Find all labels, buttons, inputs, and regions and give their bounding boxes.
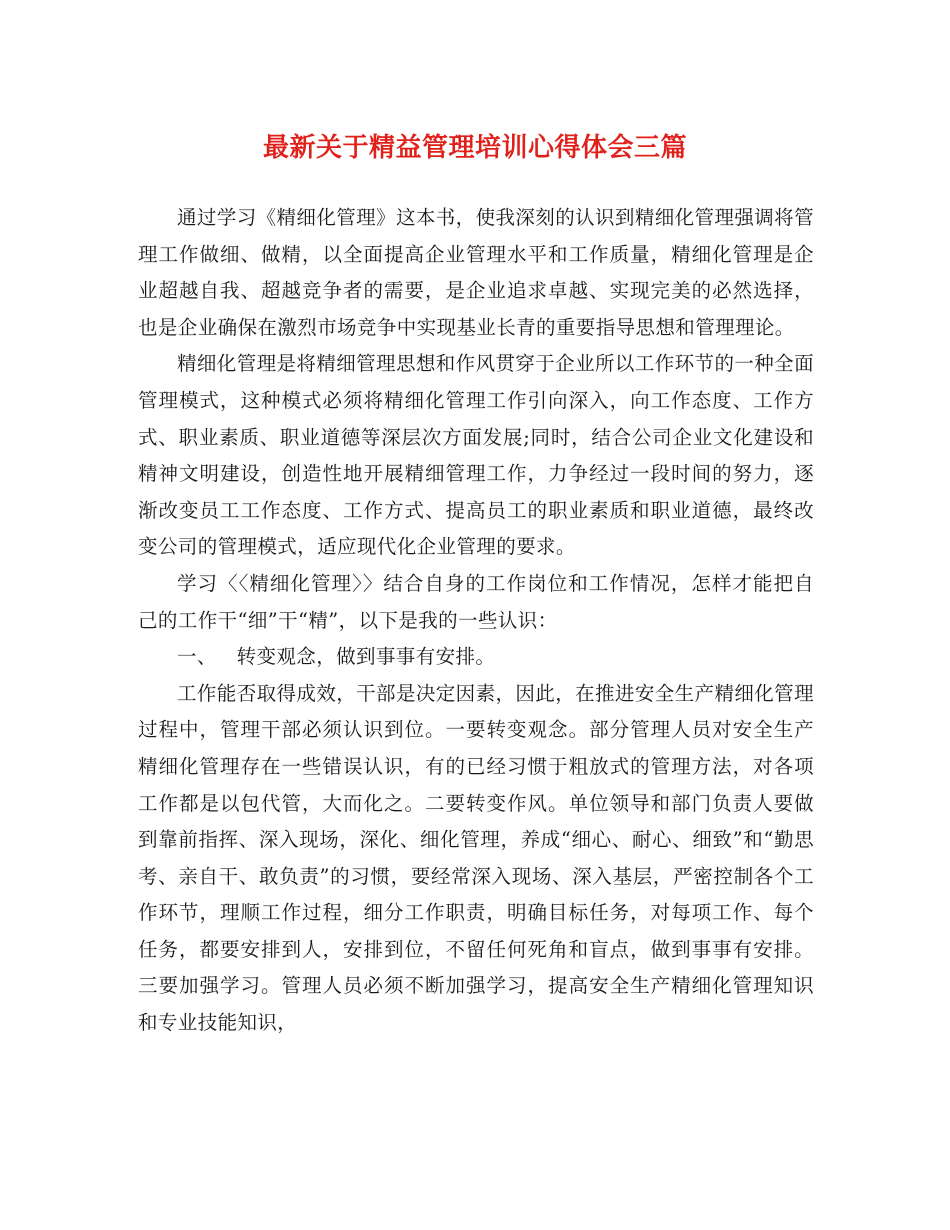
paragraph-learning: 学习〈〈精细化管理〉〉结合自身的工作岗位和工作情况，怎样才能把自己的工作干“细”干“精”，以下是我的一些认识：	[138, 571, 814, 632]
section-heading-1: 一、 转变观念，做到事事有安排。	[177, 645, 496, 669]
paragraph-definition: 精细化管理是将精细管理思想和作风贯穿于企业所以工作环节的一种全面管理模式，这种模式必须将精细化管理工作引向深入，向工作态度、工作方式、职业素质、职业道德等深层次方面发展;同时，结合公司企业文化建设和精神文明建设，创造性地开展精细管理工作，力争经过一段时间的努力，逐渐改变员工工作态度、工作方式、提高员工的职业素质和职业道德，最终改变公司的管理模式，适应现代化企业管理的要求。	[138, 352, 814, 559]
document-body	[138, 200, 814, 1042]
paragraph-section-1: 工作能否取得成效，干部是决定因素，因此，在推进安全生产精细化管理过程中，管理干部必须认识到位。一要转变观念。部分管理人员对安全生产精细化管理存在一些错误认识，有的已经习惯于粗放式的管理方法，对各项工作都是以包代管，大而化之。二要转变作风。单位领导和部门负责人要做到靠前指挥、深入现场，深化、细化管理，养成“细心、耐心、细致”和“勤思考、亲自干、敢负责”的习惯，要经常深入现场、深入基层，严密控制各个工作环节，理顺工作过程，细分工作职责，明确目标任务，对每项工作、每个任务，都要安排到人，安排到位，不留任何死角和盲点，做到事事有安排。三要加强学习。管理人员必须不断加强学习，提高安全生产精细化管理知识和专业技能知识，	[138, 681, 814, 1035]
document-title: 最新关于精益管理培训心得体会三篇	[262, 133, 687, 163]
paragraph-intro: 通过学习《精细化管理》这本书，使我深刻的认识到精细化管理强调将管理工作做细、做精，以全面提高企业管理水平和工作质量，精细化管理是企业超越自我、超越竞争者的需要，是企业追求卓越、实现完美的必然选择，也是企业确保在激烈市场竞争中实现基业长青的重要指导思想和管理理论。	[138, 206, 814, 339]
